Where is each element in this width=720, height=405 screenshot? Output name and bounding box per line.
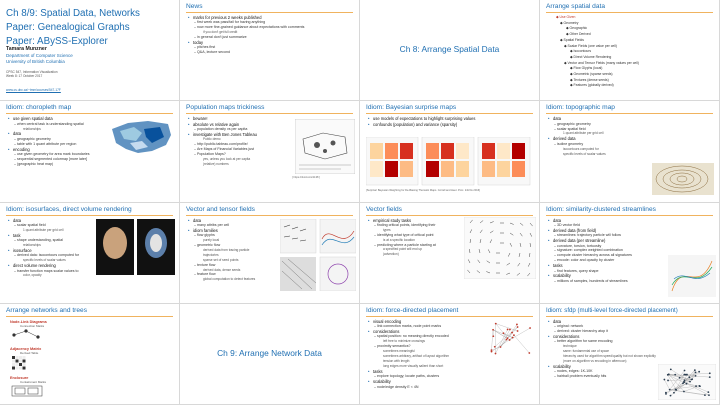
slide-body (188, 15, 353, 92)
slide-title: Idiom: isosurfaces, direct volume rendering (6, 205, 132, 213)
bullet-item: – geographic geometry (8, 137, 173, 142)
title-rule (6, 316, 173, 317)
graph-node (695, 375, 697, 377)
graph-node (512, 336, 514, 338)
matrix-cell (16, 359, 19, 362)
graph-node (667, 379, 669, 381)
bullet-item: – 3D vector field (548, 223, 713, 228)
bullet-item: • considerations (368, 329, 533, 334)
slide-title: Idiom: topographic map (546, 104, 615, 112)
graph-node (528, 352, 530, 354)
map-region (370, 143, 383, 159)
graph-edge (495, 327, 518, 347)
bullet-item: yes, unless you look at per capita (203, 157, 251, 161)
bullet-item: 1 quant attribute per grid cell (23, 227, 64, 232)
slide-title: Idiom: similarity-clustered streamlines (546, 205, 656, 213)
bullet-item: relationships (23, 243, 41, 248)
graph-node (517, 326, 519, 328)
map-region (426, 161, 439, 177)
bullet-item: • data (548, 319, 713, 324)
bullet-item: – scalar spatial field (548, 127, 713, 132)
graph-node (516, 323, 518, 325)
graph-node (674, 373, 676, 375)
title-rule (546, 12, 713, 13)
course: CPSC 547, Information Visualization (6, 70, 58, 74)
bullet-item: • isosurface (8, 248, 173, 253)
map-region (512, 143, 525, 159)
graph-node (704, 394, 706, 396)
matrix-cell (16, 366, 19, 369)
slide-15-force-directed[interactable] (360, 304, 540, 405)
matrix-cell (19, 359, 22, 362)
graph-node (683, 390, 685, 392)
bullet-item: – curvature, torsion, tortuosity (548, 244, 713, 249)
title-line-3: Paper: ABySS-Explorer (6, 36, 108, 47)
matrix-cell (19, 356, 22, 359)
matrix-cell (16, 356, 19, 359)
slide-4-arrange-spatial[interactable] (540, 0, 720, 101)
graph-node (695, 385, 697, 387)
chapter-heading: Ch 9: Arrange Network Data (217, 347, 322, 358)
bullet-item: – geographic geometry (548, 122, 713, 127)
graph-node (709, 372, 711, 374)
map-region (482, 161, 495, 177)
title-rule (366, 215, 533, 216)
map-region (441, 161, 454, 177)
taxonomy-item: ◆ Use Given (556, 15, 576, 19)
graph-node (529, 327, 531, 329)
bullet-item: – link connection marks, node point marks (368, 324, 533, 329)
bullet-item: • considerations (548, 334, 713, 339)
bullet-item: • idiom families (188, 228, 353, 233)
bullet-item: – explore topology; locate paths, clusters (368, 374, 533, 379)
graph-edge (514, 335, 529, 353)
slide-7-bayesian-surprise[interactable] (360, 101, 540, 202)
map-region (441, 143, 454, 159)
bullet-item: • data (8, 218, 173, 223)
title-rule (366, 113, 533, 114)
bullet-item: • scalability (368, 379, 533, 384)
bullet-item: – table with 1 quant attribute per region (8, 142, 173, 147)
graph-node (698, 371, 700, 373)
slide-2-news[interactable] (180, 0, 360, 101)
bullet-item: – when central task is understanding spatial (8, 122, 173, 127)
enclosure-icon (10, 385, 50, 397)
bullet-item: • use models of expectations to highlight surprising values (368, 116, 533, 121)
flow-vis-thumbnails (280, 219, 356, 291)
slide-title: Idiom: force-directed placement (366, 306, 459, 314)
matrix-cell (12, 366, 15, 369)
graph-node (684, 379, 686, 381)
bullet-item: sometimes meaningful (383, 349, 415, 354)
bullet-item: – Are Maps of Financial Variables just (188, 147, 291, 152)
slide-title: Idiom: Bayesian surprise maps (366, 104, 457, 112)
streamlines-thumbnail (668, 255, 716, 297)
bullet-item: – http://public.tableau.com/profile/ (188, 142, 291, 147)
slide-title: Arrange spatial data (546, 3, 606, 10)
bullet-list (188, 15, 353, 55)
bullet-item: 1 quant attribute per grid cell (563, 131, 604, 136)
bullet-item: • today (188, 40, 353, 45)
bullet-item: – pitches first (188, 45, 353, 50)
bullet-item: • use given spatial data (8, 116, 173, 121)
bullet-item: • encoding (8, 147, 173, 152)
surprise-maps-figure (366, 137, 534, 187)
bullet-item: – sequential segmented colormap [more later] (8, 157, 173, 162)
idiom-enclosure-sub: Containment Marks (20, 379, 47, 384)
bullet-item: • data (548, 116, 713, 121)
bullet-item: a specified point will end up (383, 247, 422, 252)
bullet-item: (advection) (383, 252, 399, 257)
bullet-item: • investigate with Ben Jones Tableau (188, 132, 291, 137)
bullet-item: – in general don't just summarize (188, 35, 353, 40)
bullet-item: – derived data: isocontours computed for (8, 253, 173, 258)
bullet-item: – nodes, edges: 1K-10K (548, 369, 713, 374)
taxonomy-item: ◆ Direct Volume Rendering (570, 54, 612, 59)
map-region (385, 143, 398, 159)
force-directed-graph-thumbnail (484, 318, 536, 358)
slide-title: Population maps trickiness (186, 104, 265, 112)
slide-title: Arrange networks and trees (6, 306, 87, 314)
graph-node (679, 377, 681, 379)
taxonomy-list (556, 15, 715, 89)
sfdp-graph-thumbnail (658, 364, 716, 400)
map-region (426, 143, 439, 159)
graph-node (698, 385, 700, 387)
slide-16-sfdp[interactable] (540, 304, 720, 405)
bullet-item: sometimes arbitrary, artifact of layout algorithm (383, 354, 450, 359)
taxonomy-item: ◆ Textures (dense seeds) (570, 77, 609, 82)
bullet-item: – Population Maps? (188, 152, 291, 157)
slide-5-choropleth[interactable] (0, 101, 180, 202)
bullet-item: – feature flow (188, 272, 353, 277)
bullet-item: – hairball problem eventually hits (548, 374, 713, 379)
graph-node (503, 332, 505, 334)
bullet-item: (relative) numbers (203, 161, 229, 166)
bullet-item: color, opacity (23, 273, 42, 278)
matrix-cell (23, 363, 26, 366)
bullet-item: – identifying what type of critical point (368, 233, 533, 238)
xkcd-comic-thumbnail (295, 119, 355, 174)
taxonomy-item: ◆ Geometry (560, 20, 579, 25)
bullet-item: • scalability (548, 273, 713, 278)
slide-9-isosurfaces[interactable] (0, 203, 180, 304)
bullet-item: • visual encoding (368, 319, 533, 324)
title-rule (186, 113, 353, 114)
graph-node (509, 339, 511, 341)
bullet-item: • derived data (548, 136, 713, 141)
graph-node (684, 369, 686, 371)
bullet-item: Public demo (203, 137, 221, 142)
idiom-enclosure-label: Enclosure (10, 375, 29, 380)
matrix-cell (23, 359, 26, 362)
bullet-item: – finding critical points, identifying their (368, 223, 533, 228)
graph-edge (501, 329, 510, 346)
choropleth-map-thumbnail (108, 115, 174, 157)
volume-rendering-thumbnails (96, 219, 176, 277)
taxonomy-item: ◆ Geographic (566, 26, 588, 31)
author: Tamara Munzner (6, 46, 47, 52)
taxonomy-item: ◆ Flow Glyphs (local) (570, 66, 603, 71)
graph-node (694, 369, 696, 371)
title-block (6, 8, 140, 47)
bullet-item: – proximity semantics? (368, 344, 533, 349)
bullet-item: same: fundamental use of space (563, 349, 610, 354)
bullet-item: – signature: complex weighted combination (548, 248, 713, 253)
map-region (400, 143, 413, 159)
graph-node (507, 328, 509, 330)
graph-node (495, 322, 497, 324)
taxonomy-item: ◆ Scalar Fields (one value per cell) (564, 43, 617, 48)
bullet-item: – isoline geometry (548, 142, 713, 147)
graph-node (707, 391, 709, 393)
map-region (482, 143, 495, 159)
graph-node (500, 346, 502, 348)
graph-node (686, 383, 688, 385)
idiom-matrix-label: Adjacency Matrix (10, 346, 42, 351)
graph-node (513, 334, 515, 336)
bullet-item: – Q&A, lecture second (188, 50, 353, 55)
graph-node (491, 350, 493, 352)
map-region (456, 143, 469, 159)
map-region (370, 161, 383, 177)
bullet-item: trajectories (203, 252, 219, 257)
bullet-list (548, 116, 713, 156)
taxonomy-item: ◆ Vector and Tensor Fields (many values per cell) (564, 60, 639, 65)
bullet-item: – spatial position: no meaning directly encoded (368, 334, 533, 339)
taxonomy-item: ◆ Geometric (sparse seeds) (570, 72, 613, 77)
taxonomy-item: ◆ Isocontours (570, 49, 592, 54)
graph-edge (491, 330, 493, 350)
matrix-cell (19, 363, 22, 366)
graph-node (495, 352, 497, 354)
bullet-item: if you don't get full credit (203, 30, 238, 35)
slide-10-vector-tensor[interactable] (180, 203, 360, 304)
title-rule (186, 215, 353, 216)
graph-node (663, 378, 665, 380)
topographic-map-thumbnail (652, 163, 714, 195)
bullet-item: – predicting where a particle starting at (368, 243, 533, 248)
graph-node (665, 393, 667, 395)
map-region (456, 161, 469, 177)
graph-node (673, 392, 675, 394)
slide-title: Idiom: choropleth map (6, 104, 72, 112)
bullet-item: types (383, 227, 391, 232)
idiom-matrix-sub: Derived Table (20, 350, 39, 355)
map-region (512, 161, 525, 177)
bullet-item: – (geographic heat map) (8, 162, 173, 167)
bullet-item: – use given geometry for area mark boundaries (8, 152, 173, 157)
slide-title: Vector fields (366, 205, 402, 213)
vector-field-figure (464, 217, 536, 279)
matrix-cell (12, 356, 15, 359)
bullet-item: – encode: color and opacity by cluster (548, 258, 713, 263)
bullet-item: – shape understanding, spatial (8, 238, 173, 243)
bullet-item: hierarchy used for algorithm speed/quality but not shown explicitly (563, 354, 656, 359)
slide-body (188, 116, 291, 193)
surprise-citation: [Surprise! Bayesian Weighting for De-Biasing Thematic Maps. Correll and Heer. Proc. InfoVis 2016] (366, 189, 480, 193)
graph-node (670, 394, 672, 396)
title-rule (546, 215, 713, 216)
title-rule (366, 316, 533, 317)
title-line-1: Ch 8/9: Spatial Data, Networks (6, 8, 140, 19)
bullet-list (368, 116, 533, 127)
department: Department of Computer Science (6, 53, 73, 58)
bullet-item: derived data, dense seeds (203, 267, 241, 272)
slide-title: News (186, 3, 203, 10)
matrix-cell (16, 363, 19, 366)
bullet-item: – better algorithm for same encoding (548, 339, 713, 344)
slide-6-population-maps[interactable] (180, 101, 360, 202)
bullet-item: technique (563, 344, 577, 349)
graph-node (709, 376, 711, 378)
slide-14-chapter[interactable] (180, 304, 360, 405)
graph-node (670, 368, 672, 370)
bullet-item: – texture flow (188, 263, 353, 268)
bullet-item: – many attribs per cell (188, 223, 353, 228)
graph-node (506, 338, 508, 340)
adjacency-matrix-icon (10, 355, 50, 371)
bullet-item: • data (8, 131, 173, 136)
title-rule (6, 215, 173, 216)
bullet-item: sparse set of seed points (203, 257, 239, 262)
slide-12-streamlines[interactable] (540, 203, 720, 304)
graph-node (688, 376, 690, 378)
title-rule (546, 316, 713, 317)
bullet-item: • tasks (368, 369, 533, 374)
slide-13-arrange-networks[interactable] (0, 304, 180, 405)
title-line-2: Paper: Genealogical Graphs (6, 22, 130, 33)
slide-3-chapter[interactable] (360, 0, 540, 101)
bullet-item: • empirical study tasks (368, 218, 533, 223)
bullet-item: • data (188, 218, 353, 223)
slide-title: Idiom: sfdp (multi-level force-directed placement) (546, 306, 678, 314)
xkcd-citation: [ https://xkcd.com/1138 ] (292, 176, 320, 180)
graph-node (683, 381, 685, 383)
graph-node (675, 388, 677, 390)
bullet-item: • absolute vs relative again (188, 122, 291, 127)
matrix-cell (23, 366, 26, 369)
bullet-item: – population density vs per capita (188, 127, 291, 132)
bullet-item: derived data from tracing particle (203, 247, 250, 252)
bullet-item: • derived data (from field) (548, 228, 713, 233)
map-region (385, 161, 398, 177)
graph-node (492, 335, 494, 337)
graph-node (695, 371, 697, 373)
graph-node (509, 328, 511, 330)
bullet-item: global computation to detect features (203, 277, 256, 282)
bullet-item: • confounds (population) and variance (sparsity) (368, 122, 533, 127)
bullet-item: purely local (203, 238, 220, 243)
bullet-item: – millions of samples, hundreds of streamlines (548, 279, 713, 284)
bullet-item: • derived data (per streamline) (548, 238, 713, 243)
bullet-item: – original: network (548, 324, 713, 329)
bullet-item: • scalability (548, 364, 713, 369)
node-link-icon (10, 328, 50, 342)
network-idioms (10, 320, 50, 402)
bullet-item: • data (548, 218, 713, 223)
taxonomy-item: ◆ Other Derived (566, 32, 591, 37)
idiom-node-link-label: Node-Link Diagrams (10, 319, 47, 324)
bullet-item: • direct volume rendering (8, 263, 173, 268)
graph-node (492, 329, 494, 331)
graph-node (691, 378, 693, 380)
matrix-cell (23, 356, 26, 359)
matrix-cell (12, 359, 15, 362)
taxonomy-item: ◆ Spatial Fields (560, 37, 584, 42)
bullet-item: – geometric flow (188, 243, 353, 248)
graph-node (682, 382, 684, 384)
university: University of British Columbia (6, 59, 65, 64)
idiom-node-link-sub: Connection Marks (20, 323, 45, 328)
bullet-item: – node/edge density E < 4N (368, 385, 533, 390)
graph-node (511, 331, 513, 333)
bullet-item: (more on algorithm vs encoding in afternoon) (563, 359, 627, 363)
chapter-heading: Ch 8: Arrange Spatial Data (399, 44, 500, 54)
graph-node (517, 330, 519, 332)
bullet-item: long edges more visually salient than short (383, 363, 444, 368)
title-rule (186, 12, 353, 13)
slide-title: Vector and tensor fields (186, 205, 255, 213)
bullet-item: isocontours computed for (563, 146, 599, 151)
slide-1-title[interactable] (0, 0, 180, 101)
bullet-item: relationships (23, 126, 41, 131)
graph-node (668, 373, 670, 375)
bullet-item: – streamlines: trajectory particle will follow (548, 233, 713, 238)
map-region (497, 143, 510, 159)
slide-8-topographic[interactable] (540, 101, 720, 202)
bullet-item: tension with length (383, 359, 410, 363)
bullet-item: – scalar spatial field (8, 223, 173, 228)
bullet-item: specific levels of scalar values (563, 151, 606, 156)
bullet-item: • tasks (548, 263, 713, 268)
graph-node (669, 388, 671, 390)
bullet-item: • task (8, 233, 173, 238)
graph-node (685, 373, 687, 375)
bullet-item: • marks for previous 2 weeks published (188, 15, 353, 20)
graph-node (708, 394, 710, 396)
graph-node (689, 380, 691, 382)
bullet-item: – flow glyphs (188, 233, 353, 238)
graph-node (494, 346, 496, 348)
course-url[interactable]: www.cs.ubc.ca/~tmm/courses/547-17F (6, 88, 61, 92)
bullet-item: left free to minimize crossings (383, 339, 425, 344)
graph-edge (496, 323, 508, 338)
bullet-item: – find features, query shape (548, 269, 713, 274)
title-rule (546, 113, 713, 114)
bullet-list (188, 116, 291, 167)
slide-11-vector-fields[interactable] (360, 203, 540, 304)
bullet-item: specific levels of scalar values (23, 258, 66, 263)
matrix-cell (19, 366, 22, 369)
map-region (400, 161, 413, 177)
bullet-item: – first week was pass/fail for having anything (188, 20, 353, 25)
bullet-item: – compute cluster hierarchy across all signatures (548, 253, 713, 258)
bullet-item: • beware! (188, 116, 291, 121)
bullet-item: is at a specific location (383, 237, 415, 242)
bullet-item: – derived: cluster hierarchy atop it (548, 329, 713, 334)
matrix-cell (12, 363, 15, 366)
title-rule (6, 113, 173, 114)
date: Week 8: 17 October 2017 (6, 74, 43, 78)
bullet-item: – transfer function maps scalar values to (8, 269, 173, 274)
map-region (497, 161, 510, 177)
bullet-item: – now more fine-grained guidance about expectations with comments (188, 25, 353, 30)
taxonomy-item: ◆ Features (globally derived) (570, 83, 614, 88)
